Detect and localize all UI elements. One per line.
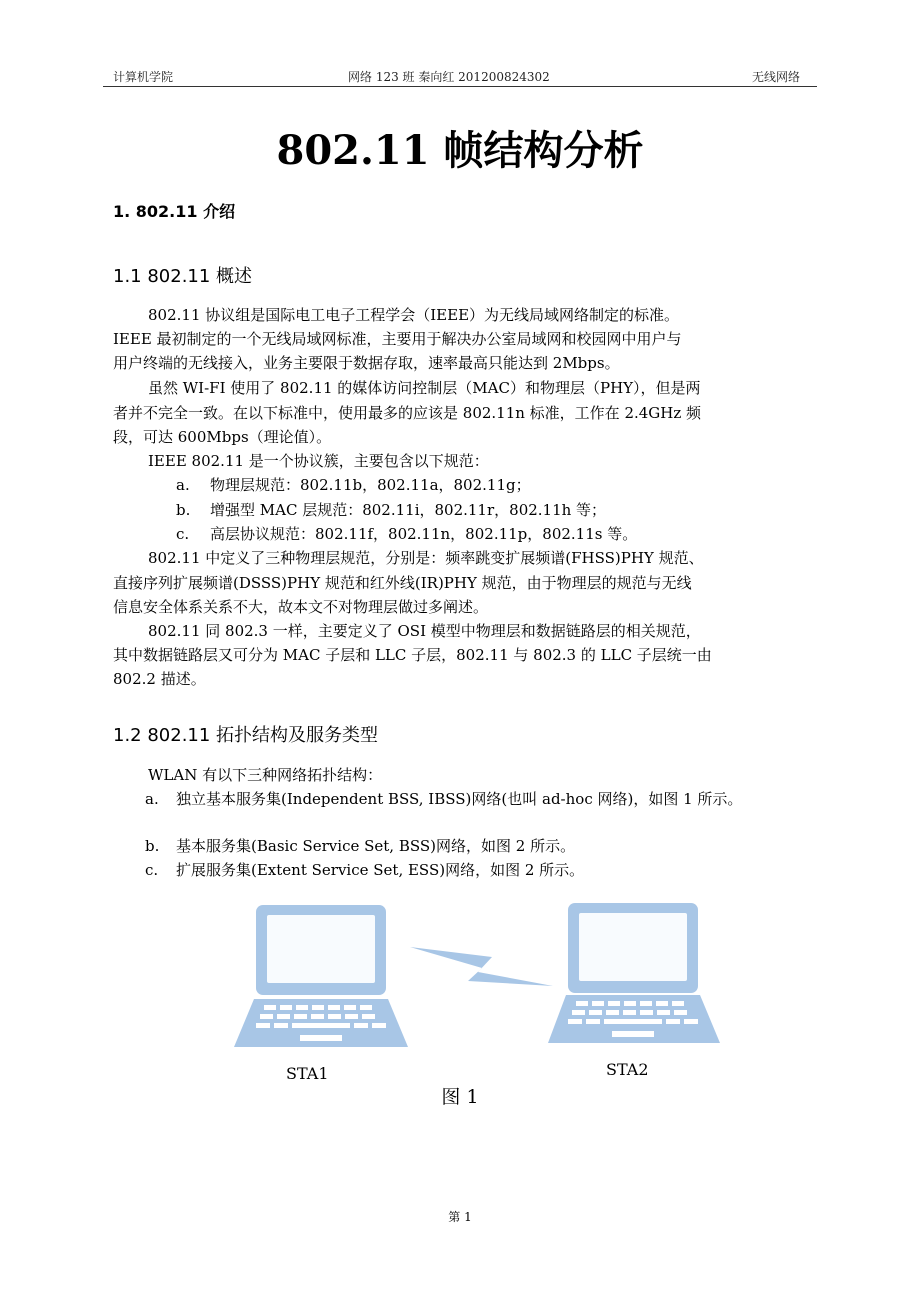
section-1-2-heading: 1.2 802.11 拓扑结构及服务类型 (113, 725, 379, 746)
paragraph-line: IEEE 802.11 是一个协议簇，主要包含以下规范： (148, 452, 489, 470)
sta1-label: STA1 (286, 1064, 329, 1083)
list-item: 高层协议规范：802.11f，802.11n，802.11p，802.11s 等。 (210, 525, 638, 543)
header-left: 计算机学院 (113, 70, 174, 84)
paragraph-line: 信息安全体系关系不大，故本文不对物理层做过多阐述。 (113, 598, 489, 616)
list-marker: a. (145, 790, 159, 808)
header-right: 无线网络 (752, 70, 801, 84)
list-item: 扩展服务集(Extent Service Set, ESS)网络，如图 2 所示。 (176, 861, 585, 879)
figure-caption: 图 1 (441, 1086, 479, 1108)
laptop-icon-sta2 (548, 903, 720, 1043)
list-marker: c. (176, 525, 190, 543)
list-item: 增强型 MAC 层规范：802.11i，802.11r，802.11h 等； (210, 501, 607, 519)
section-1-heading: 1. 802.11 介绍 (113, 202, 236, 221)
list-marker: b. (145, 837, 160, 855)
paragraph-line: WLAN 有以下三种网络拓扑结构： (148, 766, 383, 784)
sta2-label: STA2 (606, 1060, 649, 1079)
list-marker: a. (176, 476, 190, 494)
paragraph-line: 用户终端的无线接入，业务主要限于数据存取，速率最高只能达到 2Mbps。 (113, 354, 620, 372)
paragraph-line: 段，可达 600Mbps（理论值）。 (113, 428, 332, 446)
section-1-1-heading: 1.1 802.11 概述 (113, 266, 253, 287)
header-center: 网络 123 班 秦向红 201200824302 (348, 70, 550, 84)
page-number: 第 1 (448, 1210, 472, 1224)
paragraph-line: 802.11 协议组是国际电工电子工程学会（IEEE）为无线局域网络制定的标准。 (148, 306, 680, 324)
paragraph-line: 802.11 中定义了三种物理层规范，分别是：频率跳变扩展频谱(FHSS)PHY 规范、 (148, 549, 704, 567)
paragraph-line: 802.11 同 802.3 一样，主要定义了 OSI 模型中物理层和数据链路层的相关规范， (148, 622, 701, 640)
list-marker: c. (145, 861, 159, 879)
paragraph-line: 802.2 描述。 (113, 670, 206, 688)
list-item: 基本服务集(Basic Service Set, BSS)网络，如图 2 所示。 (176, 837, 576, 855)
list-item: 物理层规范：802.11b，802.11a，802.11g； (210, 476, 531, 494)
list-item: 独立基本服务集(Independent BSS, IBSS)网络(也叫 ad-hoc 网络)，如图 1 所示。 (176, 790, 743, 808)
paragraph-line: 直接序列扩展频谱(DSSS)PHY 规范和红外线(IR)PHY 规范，由于物理层的规范与无线 (113, 574, 692, 592)
document-title: 802.11 帧结构分析 (276, 127, 644, 174)
paragraph-line: 其中数据链路层又可分为 MAC 子层和 LLC 子层，802.11 与 802.3 的 LLC 子层统一由 (113, 646, 712, 664)
list-marker: b. (176, 501, 191, 519)
wireless-link-icon (410, 947, 553, 986)
figure-1-diagram (230, 895, 730, 1055)
paragraph-line: 虽然 WI-FI 使用了 802.11 的媒体访问控制层（MAC）和物理层（PHY），但是两 (148, 379, 701, 397)
laptop-icon-sta1 (234, 905, 408, 1047)
header-divider (103, 86, 817, 87)
paragraph-line: IEEE 最初制定的一个无线局域网标准，主要用于解决办公室局域网和校园网中用户与 (113, 330, 682, 348)
paragraph-line: 者并不完全一致。在以下标准中，使用最多的应该是 802.11n 标准，工作在 2.4GHz 频 (113, 404, 702, 422)
